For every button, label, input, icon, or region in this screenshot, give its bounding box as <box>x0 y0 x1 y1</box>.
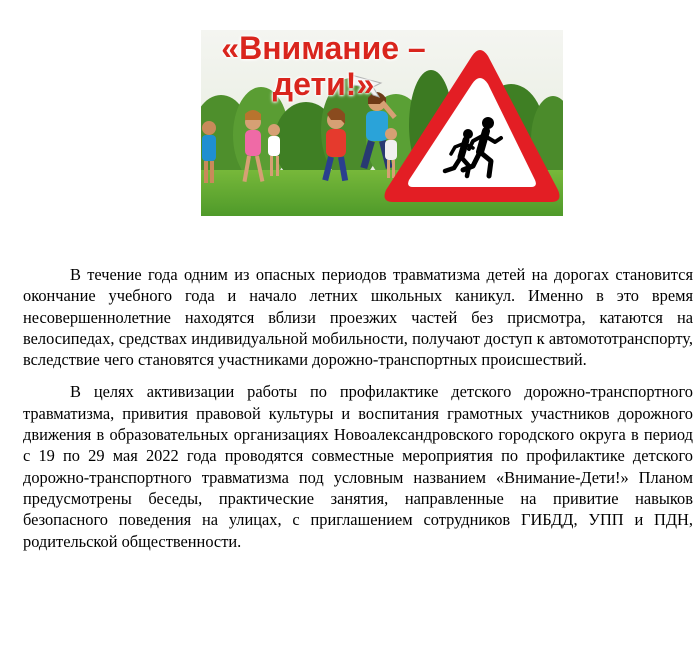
banner-title: «Внимание – дети!» <box>221 30 426 102</box>
banner-image <box>201 30 563 216</box>
article-paragraph-2: В целях активизации работы по профилактике детского дорожно-транспортного травматизма, привития правовой культуры и воспитания грамотных участников дорожного движения в образовательных организациях Новоалександровского городского округа в период с 19 по 29 мая 2022 года проводятся совместные мероприятия по профилактике детского дорожно-транспортного травматизма под условным названием «Внимание-Дети!» Планом предусмотрены беседы, практические занятия, направленные на привитие навыков безопасного поведения на улицах, с приглашением сотрудников ГИБДД, УПП и ПДН, родительской общественности. <box>23 382 693 551</box>
article-paragraph-1: В течение года одним из опасных периодов травматизма детей на дорогах становится окончание учебного года и начало летних школьных каникул. Именно в это время несовершеннолетние находятся вблизи проезжих частей без присмотра, катаются на велосипедах, средствах индивидуальной мобильности, получают доступ к автомототранспорту, вследствие чего становятся участниками дорожно-транспортных происшествий. <box>23 265 693 370</box>
article-body <box>23 264 693 563</box>
